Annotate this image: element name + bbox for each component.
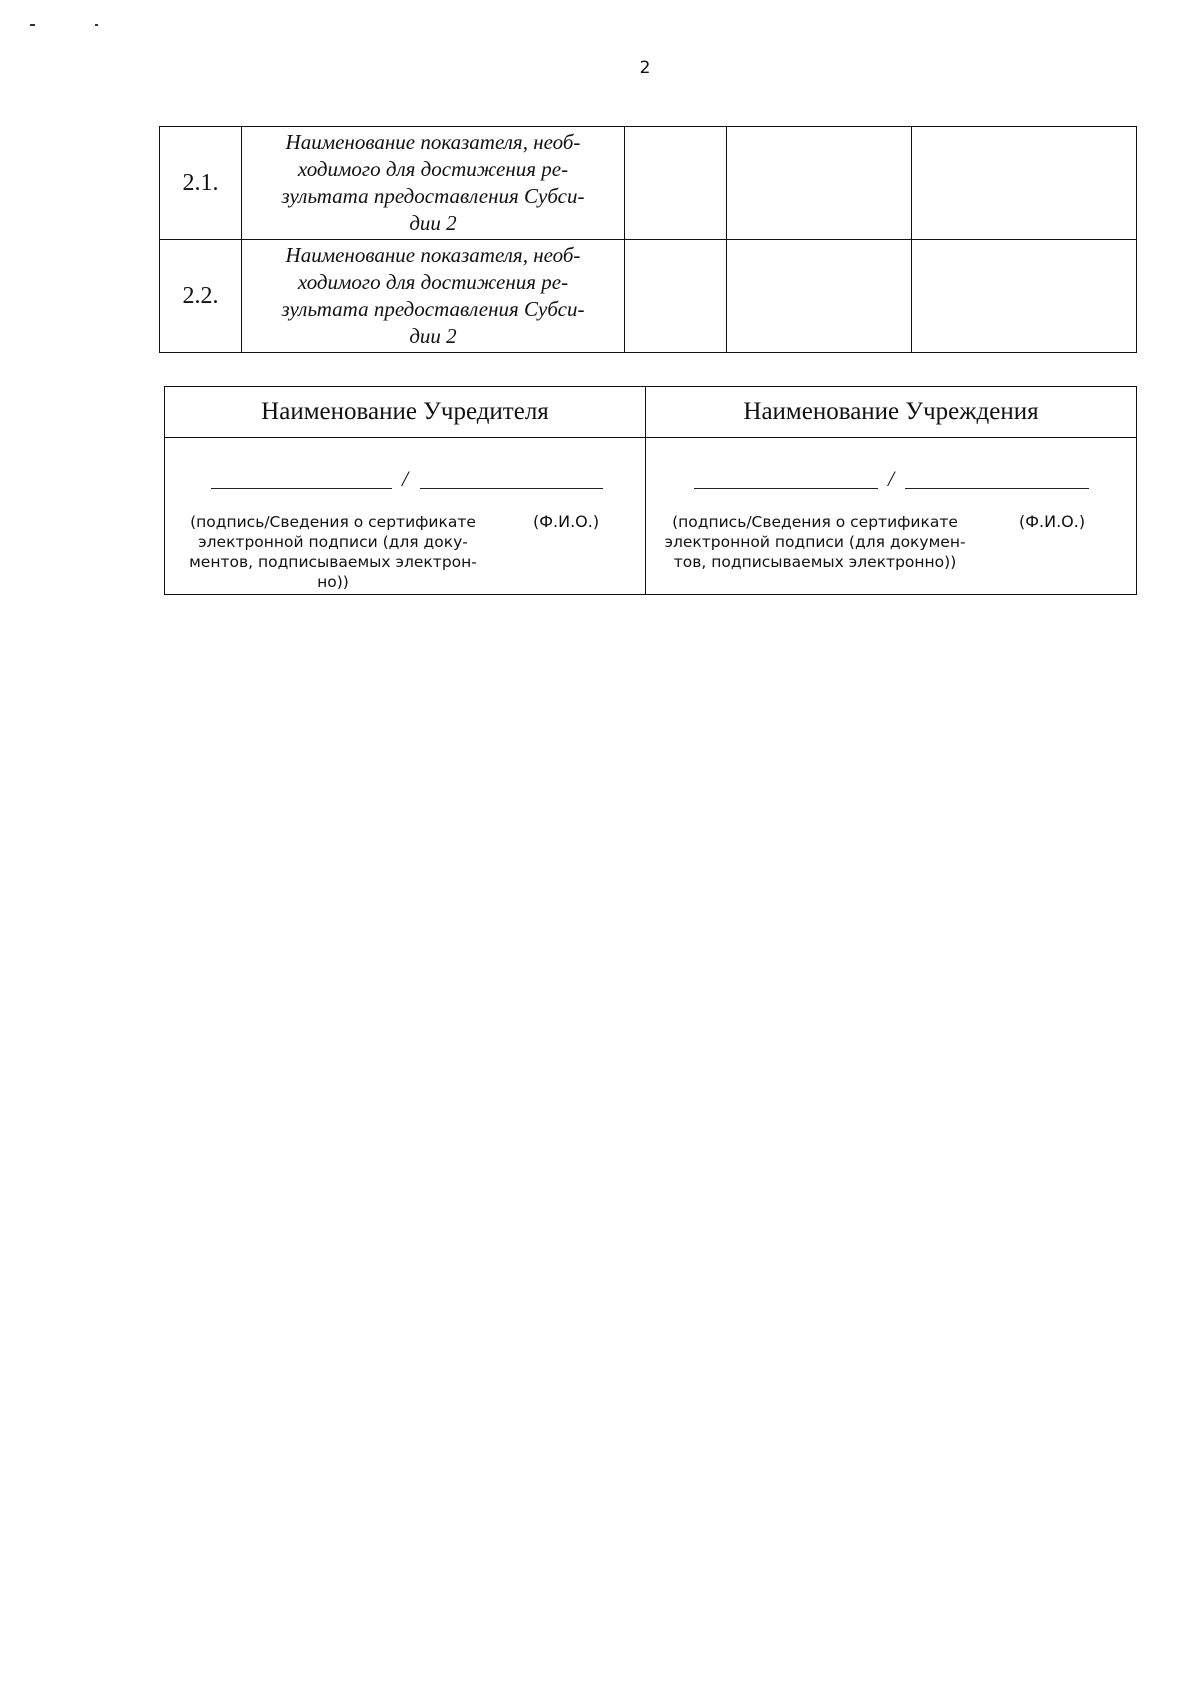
indicator-name-line: ходимого для достижения ре- [297,270,569,294]
indicator-name-line: Наименование показателя, необ- [285,243,581,267]
table-row [160,127,1137,240]
founder-signature-block [165,438,646,595]
institution-fio-label: (Ф.И.О.) [1019,512,1086,531]
institution-signature-block [646,438,1137,595]
founder-fio-line [420,488,603,489]
caption-line: (подпись/Сведения о сертификате [672,513,958,531]
indicators-table [159,126,1137,353]
institution-signature-caption [652,512,978,572]
indicator-name-line: дии 2 [409,324,457,348]
page-number: 2 [639,58,651,78]
caption-line: (подпись/Сведения о сертификате [190,513,476,531]
empty-cell [625,127,727,240]
institution-fio-line [905,488,1089,489]
founder-fio-label: (Ф.И.О.) [533,512,600,531]
founder-title: Наименование Учредителя [165,387,646,438]
empty-cell [912,240,1137,353]
caption-line: ментов, подписываемых электрон- [189,553,477,571]
indicator-name-line: Наименование показателя, необ- [285,130,581,154]
scan-mark-right [95,24,98,26]
indicator-name [242,240,625,353]
indicator-name-line: дии 2 [409,211,457,235]
institution-title: Наименование Учреждения [646,387,1137,438]
signatures-body-row [165,438,1137,595]
caption-line: электронной подписи (для доку- [198,533,468,551]
empty-cell [625,240,727,353]
signatures-header-row [165,387,1137,438]
institution-signature-line [694,488,878,489]
indicator-name [242,127,625,240]
table-row [160,240,1137,353]
row-number: 2.1. [160,127,242,240]
indicator-name-line: зультата предоставления Субси- [281,184,585,208]
caption-line: тов, подписываемых электронно)) [673,553,957,571]
institution-separator: / [888,466,895,491]
scan-mark-left [30,24,35,26]
caption-line: электронной подписи (для докумен- [664,533,966,551]
empty-cell [727,240,912,353]
founder-signature-line [211,488,392,489]
founder-signature-caption [173,512,493,592]
indicator-name-line: зультата предоставления Субси- [281,297,585,321]
founder-separator: / [402,466,409,491]
caption-line: но)) [317,573,349,591]
indicator-name-line: ходимого для достижения ре- [297,157,569,181]
signatures-table [164,386,1137,595]
empty-cell [727,127,912,240]
row-number: 2.2. [160,240,242,353]
empty-cell [912,127,1137,240]
